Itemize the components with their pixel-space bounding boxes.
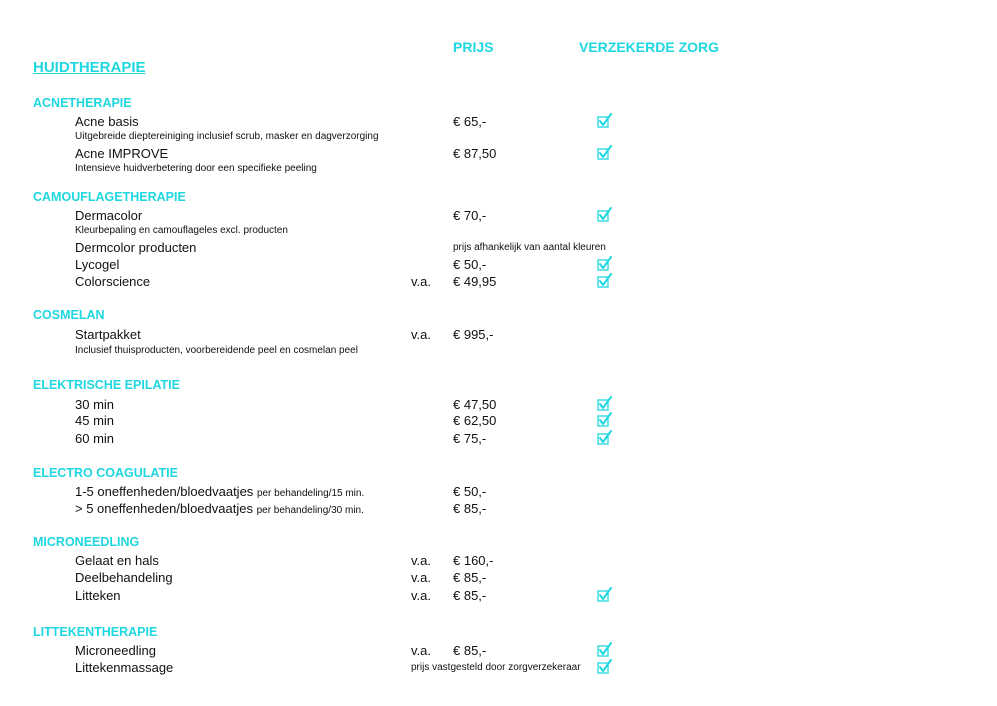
- treatment-name: [75, 327, 141, 342]
- treatment-name-text: 45 min: [75, 413, 115, 428]
- treatment-name: [75, 431, 114, 446]
- treatment-name: [75, 146, 168, 161]
- treatment-description: Uitgebreide dieptereiniging inclusief scrub, masker en dagverzorging: [75, 131, 379, 142]
- treatment-name: [75, 553, 159, 568]
- checkbox-check-icon: [597, 273, 613, 294]
- treatment-name-text: Colorscience: [75, 274, 151, 289]
- treatment-name: [75, 413, 114, 428]
- price-value: € 85,-: [453, 643, 487, 658]
- section-title: ELEKTRISCHE EPILATIE: [33, 378, 181, 392]
- section-title: COSMELAN: [33, 308, 105, 322]
- section-title: ACNETHERAPIE: [33, 96, 132, 110]
- price-value: € 65,-: [453, 114, 487, 129]
- treatment-name-text: Lycogel: [75, 257, 120, 272]
- treatment-description: Intensieve huidverbetering door een specifieke peeling: [75, 163, 317, 174]
- treatment-name-text: Gelaat en hals: [75, 553, 159, 568]
- section-title: MICRONEEDLING: [33, 535, 140, 549]
- price-value: € 85,-: [453, 501, 487, 516]
- price-value: € 85,-: [453, 588, 487, 603]
- treatment-name: [75, 208, 142, 223]
- price-value: € 50,-: [453, 257, 487, 272]
- checkbox-check-icon: [597, 430, 613, 451]
- price-value: € 47,50: [453, 397, 497, 412]
- treatment-name-text: 60 min: [75, 431, 115, 446]
- treatment-inline-note: per behandeling/30 min.: [256, 505, 364, 516]
- treatment-description: Inclusief thuisproducten, voorbereidende peel en cosmelan peel: [75, 345, 358, 356]
- treatment-inline-note: per behandeling/15 min.: [256, 488, 365, 499]
- column-header-price: PRIJS: [453, 39, 494, 55]
- price-value: € 70,-: [453, 208, 487, 223]
- treatment-name: [75, 114, 139, 129]
- treatment-name-text: Microneedling: [75, 643, 156, 658]
- treatment-name-text: Litteken: [75, 588, 121, 603]
- checkbox-check-icon: [597, 207, 613, 228]
- price-prefix: v.a.: [411, 588, 431, 603]
- treatment-name-text: > 5 oneffenheden/bloedvaatjes: [75, 501, 253, 516]
- price-value: € 85,-: [453, 570, 487, 585]
- treatment-name: [75, 274, 150, 289]
- treatment-name-text: Dermacolor: [75, 208, 143, 223]
- treatment-name-text: Startpakket: [75, 327, 141, 342]
- section-title: ELECTRO COAGULATIE: [33, 466, 178, 480]
- checkbox-check-icon: [597, 145, 613, 166]
- price-value: € 75,-: [453, 431, 487, 446]
- price-value: € 87,50: [453, 146, 497, 161]
- price-note: prijs afhankelijk van aantal kleuren: [453, 242, 606, 253]
- checkbox-check-icon: [597, 587, 613, 608]
- treatment-name-text: Acne IMPROVE: [75, 146, 169, 161]
- section-title: CAMOUFLAGETHERAPIE: [33, 190, 186, 204]
- price-note: prijs vastgesteld door zorgverzekeraar: [411, 662, 581, 673]
- treatment-name: [75, 240, 196, 255]
- price-value: € 50,-: [453, 484, 487, 499]
- page-title: HUIDTHERAPIE: [33, 59, 146, 76]
- treatment-name-text: Deelbehandeling: [75, 570, 173, 585]
- treatment-name: [75, 501, 364, 516]
- price-prefix: v.a.: [411, 570, 431, 585]
- treatment-name-text: Littekenmassage: [75, 660, 174, 675]
- treatment-name-text: Dermcolor producten: [75, 240, 197, 255]
- price-value: € 62,50: [453, 413, 497, 428]
- price-prefix: v.a.: [411, 327, 431, 342]
- checkbox-check-icon: [597, 659, 613, 680]
- treatment-name: [75, 257, 119, 272]
- treatment-name: [75, 397, 114, 412]
- treatment-name: [75, 570, 173, 585]
- treatment-name-text: 1-5 oneffenheden/bloedvaatjes: [75, 484, 254, 499]
- treatment-name: [75, 643, 156, 658]
- price-value: € 160,-: [453, 553, 494, 568]
- treatment-name: [75, 588, 121, 603]
- price-value: € 49,95: [453, 274, 497, 289]
- treatment-name-text: 30 min: [75, 397, 115, 412]
- checkbox-check-icon: [597, 113, 613, 134]
- treatment-name-text: Acne basis: [75, 114, 139, 129]
- treatment-name: [75, 484, 364, 499]
- treatment-description: Kleurbepaling en camouflageles excl. producten: [75, 225, 288, 236]
- price-prefix: v.a.: [411, 274, 431, 289]
- treatment-name: [75, 660, 173, 675]
- price-value: € 995,-: [453, 327, 494, 342]
- section-title: LITTEKENTHERAPIE: [33, 625, 158, 639]
- column-header-insured-care: VERZEKERDE ZORG: [579, 39, 720, 55]
- price-prefix: v.a.: [411, 553, 431, 568]
- price-prefix: v.a.: [411, 643, 431, 658]
